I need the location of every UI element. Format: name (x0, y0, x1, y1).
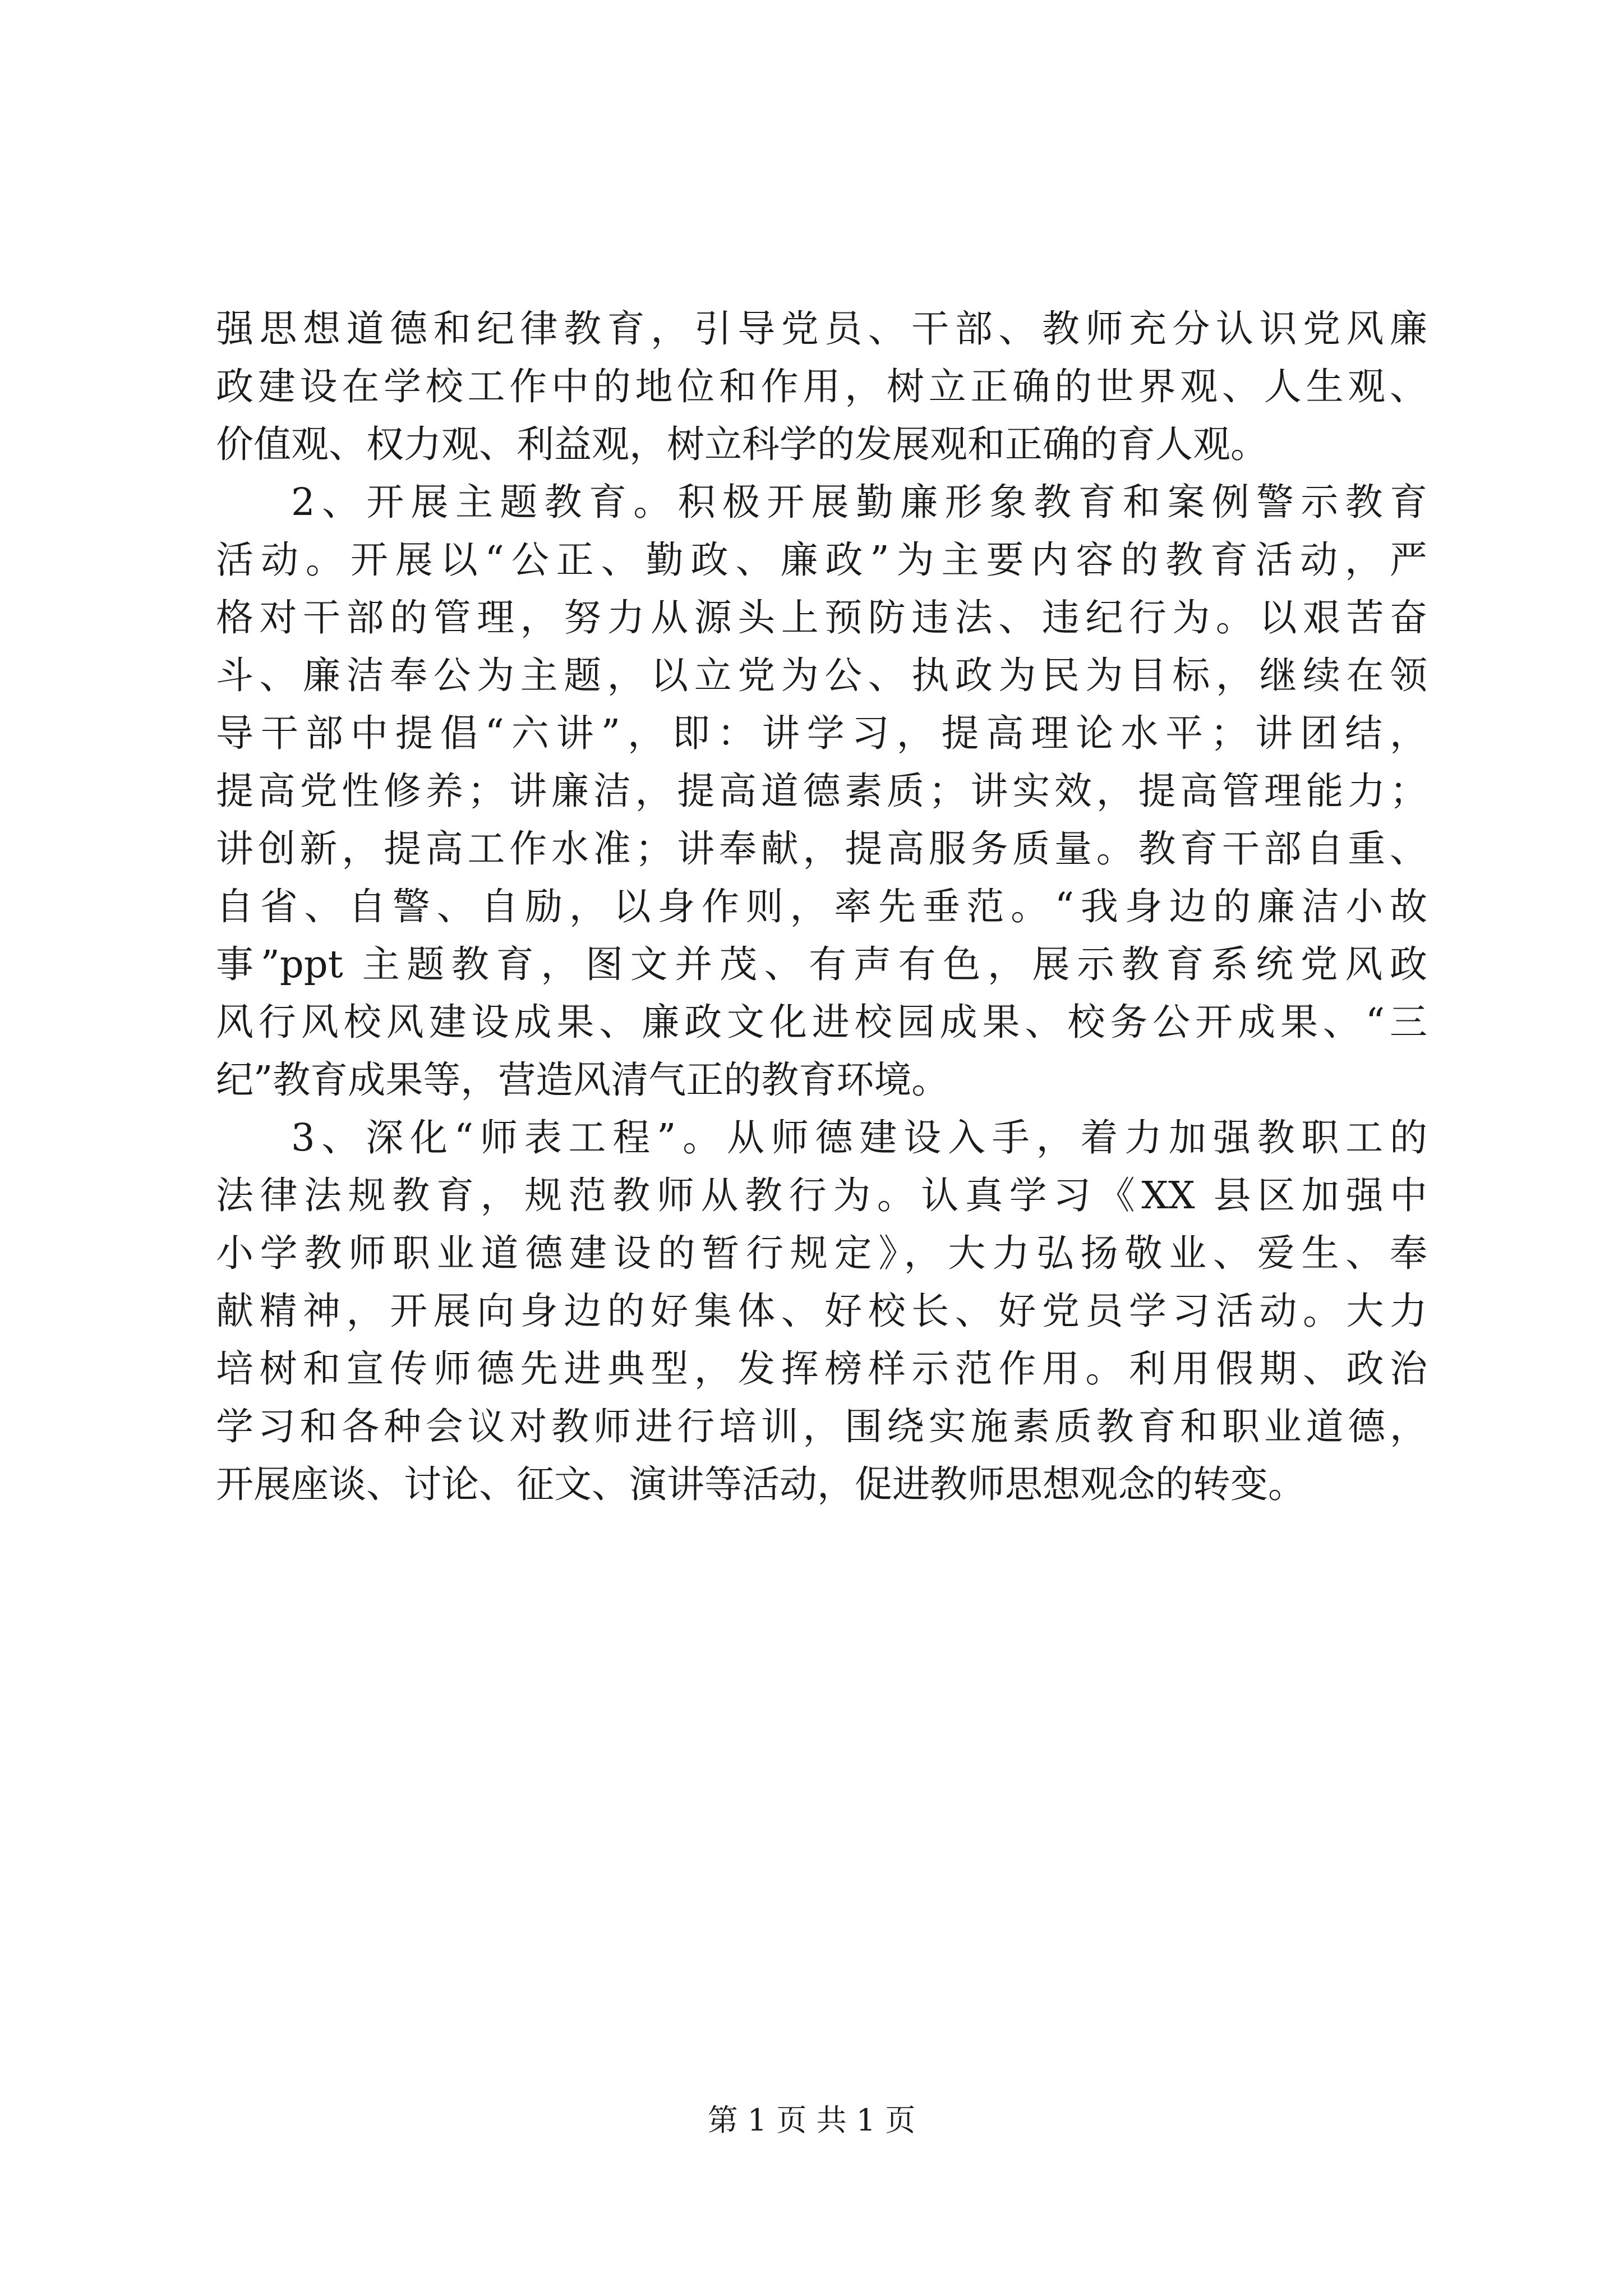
text-line: 自省、自警、自励，以身作则，率先垂范。“我身边的廉洁小故 (216, 885, 1427, 928)
text-line: 小学教师职业道德建设的暂行规定》，大力弘扬敬业、爱生、奉 (216, 1231, 1427, 1275)
text-line: 提高党性修养；讲廉洁，提高道德素质；讲实效，提高管理能力； (216, 769, 1427, 813)
text-line: 纪”教育成果等，营造风清气正的教育环境。 (216, 1058, 949, 1102)
text-line: 培树和宣传师德先进典型，发挥榜样示范作用。利用假期、政治 (216, 1347, 1427, 1391)
document-body (216, 300, 1427, 1513)
text-line: 2、开展主题教育。积极开展勤廉形象教育和案例警示教育 (291, 480, 1427, 524)
text-line: 格对干部的管理，努力从源头上预防违法、违纪行为。以艰苦奋 (216, 596, 1427, 639)
page-number: 第 1 页 共 1 页 (707, 2102, 916, 2138)
text-line: 价值观、权力观、利益观，树立科学的发展观和正确的育人观。 (216, 422, 1268, 466)
text-line: 讲创新，提高工作水准；讲奉献，提高服务质量。教育干部自重、 (216, 827, 1427, 871)
text-line: 法律法规教育，规范教师从教行为。认真学习《XX 县区加强中 (216, 1174, 1427, 1217)
text-line: 献精神，开展向身边的好集体、好校长、好党员学习活动。大力 (216, 1289, 1427, 1333)
text-line: 导干部中提倡“六讲”，即：讲学习，提高理论水平；讲团结， (216, 711, 1427, 755)
page-footer (0, 2101, 1623, 2140)
text-line: 强思想道德和纪律教育，引导党员、干部、教师充分认识党风廉 (216, 307, 1427, 351)
text-line: 政建设在学校工作中的地位和作用，树立正确的世界观、人生观、 (216, 365, 1427, 408)
text-line: 事”ppt 主题教育，图文并茂、有声有色，展示教育系统党风政 (216, 942, 1427, 986)
text-line: 3、深化“师表工程”。从师德建设入手，着力加强教职工的 (291, 1116, 1427, 1159)
text-line: 斗、廉洁奉公为主题，以立党为公、执政为民为目标，继续在领 (216, 654, 1427, 697)
text-line: 活动。开展以“公正、勤政、廉政”为主要内容的教育活动，严 (216, 538, 1427, 582)
text-line: 学习和各种会议对教师进行培训，围绕实施素质教育和职业道德， (216, 1405, 1427, 1448)
text-line: 风行风校风建设成果、廉政文化进校园成果、校务公开成果、“三 (216, 1000, 1427, 1044)
text-line: 开展座谈、讨论、征文、演讲等活动，促进教师思想观念的转变。 (216, 1462, 1306, 1506)
